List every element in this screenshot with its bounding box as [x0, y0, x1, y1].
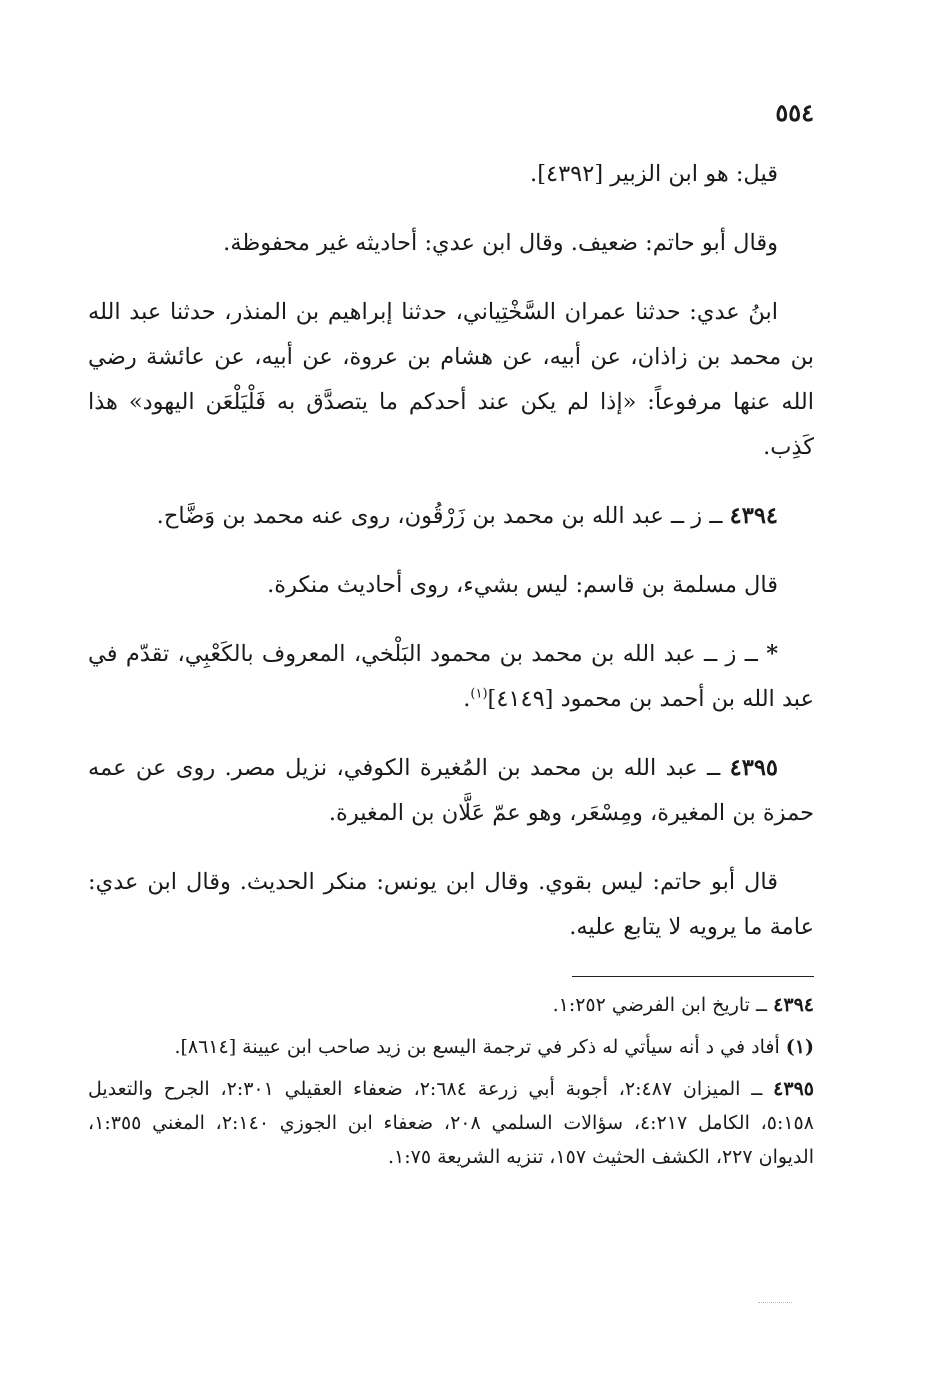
entry-cross-reference — [88, 632, 814, 722]
paragraph-hadith-narration — [88, 290, 814, 470]
entry-text: ــ عبد الله بن محمد بن المُغيرة الكوفي، نزيل مصر. روى عن عمه حمزة بن المغيرة، ومِسْعَر، وهو عمّ عَلَّان بن المغيرة. — [88, 755, 814, 826]
page-number: ٥٥٤ — [775, 98, 814, 127]
paragraph-abu-hatim-opinion — [88, 221, 814, 266]
footnote-4394 — [88, 988, 814, 1022]
paragraph-text: قيل: هو ابن الزبير [٤٣٩٢]. — [530, 161, 778, 187]
paragraph-abu-hatim-ibn-yunus — [88, 860, 814, 950]
footnote-4395 — [88, 1072, 814, 1174]
document-page — [88, 0, 814, 1376]
paragraph-quote-ibn-zubair — [88, 152, 814, 197]
footnote-reference: (١) — [470, 686, 488, 702]
footnote-1 — [88, 1030, 814, 1064]
entry-number: ٤٣٩٤ — [729, 503, 778, 529]
footnote-number: ٤٣٩٤ — [773, 994, 814, 1016]
paragraph-text: ابنُ عدي: حدثنا عمران السَّخْتِياني، حدثنا إبراهيم بن المنذر، حدثنا عبد الله بن محمد بن زاذان، عن أبيه، عن هشام بن عروة، عن أبيه، عن عائشة رضي الله عنها مرفوعاً: «إذا لم يكن عند أحدكم ما يتصدَّق به فَلْيَلْعَن اليهود» هذا كَذِب. — [88, 299, 814, 460]
paragraph-text: وقال أبو حاتم: ضعيف. وقال ابن عدي: أحاديثه غير محفوظة. — [223, 230, 778, 256]
footnote-number: ٤٣٩٥ — [773, 1078, 814, 1100]
entry-asterisk: * — [766, 641, 778, 667]
entry-4395 — [88, 746, 814, 836]
footnote-number: (١) — [785, 1036, 814, 1058]
scan-mark — [758, 1302, 792, 1305]
paragraph-text: قال مسلمة بن قاسم: ليس بشيء، روى أحاديث منكرة. — [267, 572, 778, 598]
entry-text: ــ ز ــ عبد الله بن محمد بن زَرْقُون، روى عنه محمد بن وَضَّاح. — [156, 503, 730, 529]
footnote-text: ــ تاريخ ابن الفرضي ١:٢٥٢. — [552, 994, 774, 1016]
entry-number: ٤٣٩٥ — [729, 755, 778, 781]
footnotes-section — [88, 988, 814, 1182]
paragraph-text: قال أبو حاتم: ليس بقوي. وقال ابن يونس: منكر الحديث. وقال ابن عدي: عامة ما يرويه لا يتابع عليه. — [88, 869, 814, 940]
entry-text: ــ ز ــ عبد الله بن محمد بن محمود البَلْخي، المعروف بالكَعْبِي، تقدّم في عبد الله بن أحمد بن محمود [٤١٤٩] — [88, 641, 814, 712]
footnote-divider — [572, 976, 814, 977]
footnote-text: ــ الميزان ٢:٤٨٧، أجوبة أبي زرعة ٢:٦٨٤، ضعفاء العقيلي ٢:٣٠١، الجرح والتعديل ٥:١٥٨، الكامل ٤:٢١٧، سؤالات السلمي ٢٠٨، ضعفاء ابن الجوزي ٢:١٤٠، المغني ١:٣٥٥، الديوان ٢٢٧، الكشف الحثيث ١٥٧، تنزيه الشريعة ١:٧٥. — [88, 1078, 814, 1168]
footnote-text: أفاد في د أنه سيأتي له ذكر في ترجمة اليسع بن زيد صاحب ابن عيينة [٨٦١٤]. — [174, 1036, 786, 1058]
paragraph-maslama-opinion — [88, 563, 814, 608]
main-text — [88, 152, 814, 974]
entry-4394 — [88, 494, 814, 539]
entry-tail: . — [463, 686, 471, 712]
